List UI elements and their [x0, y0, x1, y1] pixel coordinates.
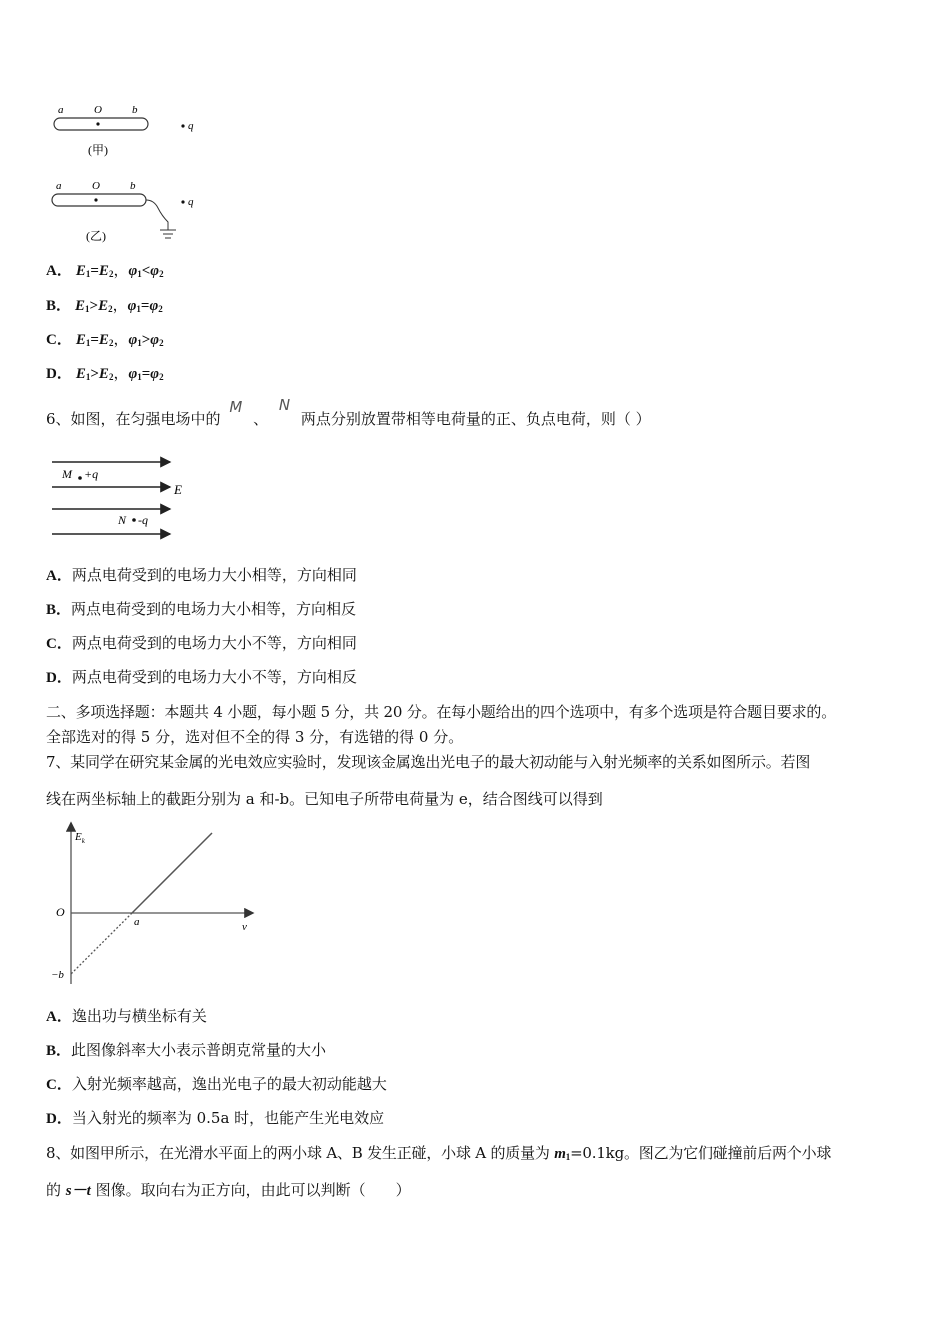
q6-stem-part1: 6、如图，在匀强电场中的 [46, 410, 221, 428]
q5-option-letter: D． [46, 366, 72, 382]
q7-line2: 线在两坐标轴上的截距分别为 a 和-b。已知电子所带电荷量为 e，结合图线可以得到 [46, 790, 603, 808]
q5-option-expr: $E_1>E_2$，$\varphi_1=\varphi_2$ [75, 366, 164, 382]
q8-line2 [46, 1180, 411, 1201]
q7-option-c-text: 入射光频率越高，逸出光电子的最大初动能越大 [71, 1075, 387, 1093]
q6-point-m: M [229, 398, 243, 416]
origin-label: O [56, 905, 65, 919]
field-label-n: N [118, 513, 127, 527]
q7-option-c-letter: C． [46, 1077, 72, 1093]
caption-yi: (乙) [86, 229, 106, 243]
rod-yi [52, 194, 146, 206]
graph-line-dashed [71, 913, 132, 974]
q8-line1-a: 8、如图甲所示，在光滑水平面上的两小球 A、B 发生正碰，小球 A 的质量为 [46, 1144, 555, 1162]
q6-option-d [46, 667, 357, 688]
q6-point-n: N [278, 396, 291, 414]
q6-stem-part2: 两点分别放置带相等电荷量的正、负点电荷，则（ ） [300, 410, 651, 428]
q7-option-a-text: 逸出功与横坐标有关 [71, 1007, 207, 1025]
field-label-minus-q: -q [138, 513, 148, 527]
rod-jia-label-a: a [58, 104, 64, 116]
rod-yi-center-dot [94, 198, 97, 201]
q6-option-b [46, 599, 356, 620]
section2-line1: 二、多项选择题：本题共 4 小题，每小题 5 分，共 20 分。在每小题给出的四个选项中，有多个选项是符合题目要求的。 [46, 703, 836, 721]
q6-option-d-text: 两点电荷受到的电场力大小不等，方向相反 [71, 668, 357, 686]
intercept-a-label: a [134, 916, 140, 928]
q8-m1: $m_1$ [554, 1146, 571, 1162]
field-label-e: E [174, 482, 182, 497]
q8-st: s－t [65, 1183, 91, 1199]
q5-option-a [46, 260, 164, 284]
q5-option-letter: B． [46, 298, 72, 314]
section2-line2: 全部选对的得 5 分，选对但不全的得 3 分，有选错的得 0 分。 [46, 728, 464, 746]
q8-line1 [46, 1143, 831, 1167]
q8-line2-b: 图像。取向右为正方向，由此可以判断（ ） [90, 1181, 411, 1199]
q5-option-letter: C． [46, 332, 72, 348]
figure-rod-yi [46, 174, 216, 248]
figure-electric-field [48, 452, 198, 544]
q5-option-letter: A． [46, 263, 72, 279]
q5-option-b [46, 295, 163, 319]
q6-option-a-text: 两点电荷受到的电场力大小相等，方向相同 [71, 566, 357, 584]
q7-option-c [46, 1074, 387, 1095]
q6-option-a-letter: A． [46, 568, 72, 584]
rod-yi-label-a: a [56, 180, 62, 192]
charge-q-yi [181, 200, 184, 203]
q7-option-d-letter: D． [46, 1111, 72, 1127]
q7-option-b [46, 1040, 326, 1061]
x-axis-label: ν [242, 921, 247, 933]
q7-option-b-letter: B． [46, 1043, 72, 1059]
intercept-b-label: −b [51, 969, 64, 981]
charge-q-jia-label: q [188, 120, 194, 132]
q6-option-b-text: 两点电荷受到的电场力大小相等，方向相反 [71, 600, 357, 618]
q6-option-c [46, 633, 357, 654]
field-label-m: M [62, 467, 72, 481]
q7-option-b-text: 此图像斜率大小表示普朗克常量的大小 [71, 1041, 327, 1059]
charge-q-yi-label: q [188, 196, 194, 208]
q7-option-a [46, 1006, 207, 1027]
charge-q-jia [181, 124, 184, 127]
charge-m-dot [78, 476, 82, 480]
q5-option-expr: $E_1>E_2$，$\varphi_1=\varphi_2$ [75, 298, 163, 314]
q5-option-c [46, 329, 164, 353]
q8-line1-b: =0.1kg。图乙为它们碰撞前后两个小球 [570, 1144, 832, 1162]
q7-option-d-text: 当入射光的频率为 0.5a 时，也能产生光电效应 [71, 1109, 385, 1127]
q6-separator: 、 [253, 410, 269, 428]
y-axis-label: $E_k$ [75, 831, 85, 845]
graph-line-solid [132, 833, 212, 913]
field-label-plus-q: +q [84, 467, 99, 481]
rod-jia-label-b: b [132, 104, 138, 116]
figure-photoelectric-graph [50, 818, 260, 988]
caption-jia: (甲) [88, 143, 108, 157]
q6-stem [46, 396, 651, 429]
rod-jia-center-dot [96, 122, 99, 125]
q5-option-expr: $E_1=E_2$，$\varphi_1<\varphi_2$ [75, 263, 164, 279]
charge-n-dot [132, 518, 136, 522]
q6-option-a [46, 565, 357, 586]
q7-option-a-letter: A． [46, 1009, 72, 1025]
q6-option-b-letter: B． [46, 602, 72, 618]
q6-option-c-letter: C． [46, 636, 72, 652]
rod-yi-label-o: O [92, 180, 100, 192]
rod-jia-label-o: O [94, 104, 102, 116]
q5-option-expr: $E_1=E_2$，$\varphi_1>\varphi_2$ [75, 332, 164, 348]
figure-rod-jia [46, 98, 216, 160]
rod-yi-label-b: b [130, 180, 136, 192]
q6-option-d-letter: D． [46, 670, 72, 686]
q6-option-c-text: 两点电荷受到的电场力大小不等，方向相同 [71, 634, 357, 652]
rod-jia [54, 118, 148, 130]
q5-option-d [46, 363, 164, 387]
q7-line1: 7、某同学在研究某金属的光电效应实验时，发现该金属逸出光电子的最大初动能与入射光频率的关系如图所示。若图 [46, 753, 811, 771]
ground-wire [146, 200, 168, 230]
q7-option-d [46, 1108, 384, 1129]
q8-line2-a: 的 [46, 1181, 66, 1199]
